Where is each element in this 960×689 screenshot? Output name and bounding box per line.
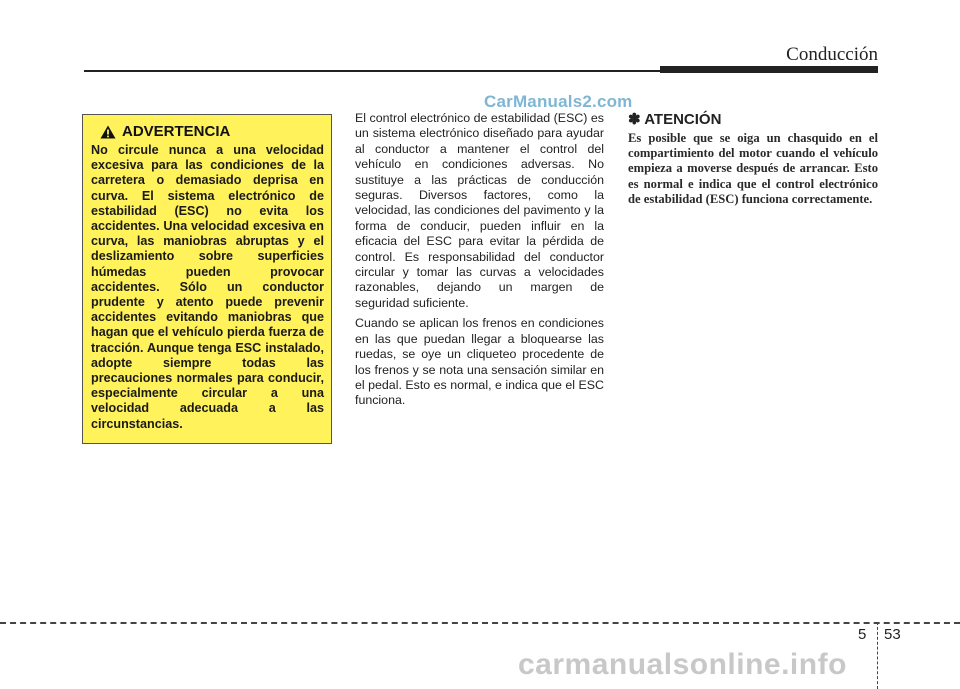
- watermark-bottom: carmanualsonline.info: [518, 648, 847, 681]
- chapter-number: 5: [858, 626, 867, 643]
- attention-text: Es posible que se oiga un chasquido en el compartimiento del motor cuando el vehículo empieza a moverse después de arrancar. Esto es normal e indica que el control electrónico de estabilidad (ESC) funciona correctamente.: [628, 131, 878, 206]
- attention-section: [628, 110, 878, 207]
- footer-rule: [0, 622, 960, 624]
- attention-heading: [628, 110, 878, 128]
- body-paragraph: Cuando se aplican los frenos en condiciones en las que puedan llegar a bloquearse las ruedas, se oye un cliqueteo procedente de los frenos y se nota una sensación similar en el pedal. Esto es normal, e indica que el ESC funciona.: [355, 316, 604, 408]
- warning-text: No circule nunca a una velocidad excesiva para las condiciones de la carretera o demasiado deprisa en curva. El sistema electrónico de estabilidad (ESC) no evita los accidentes. Una velocidad excesiva en curva, las maniobras abruptas y el deslizamiento sobre superficies húmedas pueden provocar accidentes. Sólo un conductor prudente y atento puede prevenir accidentes evitando maniobras que hagan que el vehículo pierda fuerza de tracción. Aunque tenga ESC instalado, adopte siempre todas las precauciones normales para conducir, especialmente circular a una velocidad adecuada a las circunstancias.: [91, 143, 324, 431]
- warning-box: [82, 114, 332, 444]
- page-number-divider: [877, 622, 878, 689]
- warning-triangle-icon: [100, 125, 116, 139]
- attention-title: ATENCIÓN: [644, 111, 722, 128]
- warning-title: ADVERTENCIA: [122, 123, 231, 140]
- watermark-top: CarManuals2.com: [484, 92, 633, 111]
- asterisk-icon: ✽: [628, 111, 641, 128]
- chapter-title: Conducción: [786, 44, 878, 65]
- body-paragraph: El control electrónico de estabilidad (ESC) es un sistema electrónico diseñado para ayudar al conductor a mantener el control del vehículo en condiciones adversas. No sustituye a las prácticas de conducción seguras. Diversos factores, como la velocidad, las condiciones del pavimento y la forma de conducir, pueden influir en la eficacia del ESC para evitar la pérdida de control. Es responsabilidad del conductor circular y tomar las curvas a velocidades razonables, dejando un margen de seguridad suficiente.: [355, 111, 604, 310]
- warning-header: [100, 123, 324, 140]
- header-rule-accent: [660, 66, 878, 73]
- page-number: 53: [884, 626, 901, 643]
- header-rule: [84, 70, 664, 72]
- body-column: [355, 111, 604, 414]
